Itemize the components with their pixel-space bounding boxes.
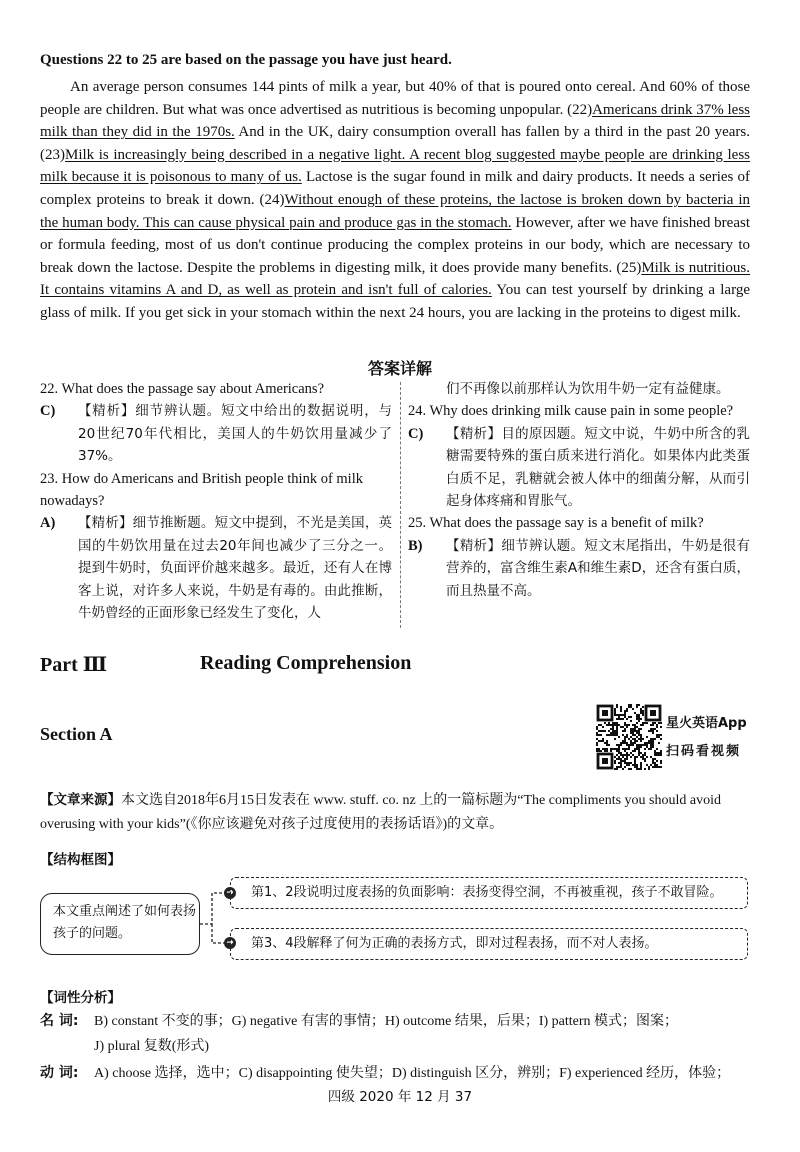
answer-25-label: B) [408,537,423,554]
noun-key: 名 词: [40,1013,79,1029]
answer-25-text: 【精析】细节辨认题。短文末尾指出，牛奶是很有营养的，富含维生素A和维生素D，还含有蛋白质，而且热量不高。 [446,537,750,599]
source-label: 【文章来源】 [40,792,121,808]
verb-line: A) choose 选择，选中；C) disappointing 使失望；D) distinguish 区分，辨别；F) experienced 经历，体验； [94,1066,731,1081]
answers-left-column [40,378,392,624]
answer-22-text: 【精析】细节辨认题。短文中给出的数据说明，与20世纪70年代相比，美国人的牛奶饮用量减少了37%。 [78,403,392,465]
structure-label: 【结构框图】 [40,852,121,868]
part-title: Reading Comprehension [200,652,412,674]
section-heading: Section A [40,724,113,744]
verb-key: 动 词: [40,1065,79,1081]
passage-text: And in the UK, dairy consumption overall has fallen by a third in the past 20 years. (23) [40,124,750,163]
noun-line-1: B) constant 不变的事；G) negative 有害的事情；H) outcome 结果，后果；I) pattern 模式；图案； [94,1014,679,1029]
question-23: 23. How do Americans and British people think of milk nowadays? [40,470,363,510]
arrow-icon: ➜ [224,937,236,949]
qr-code-icon[interactable] [596,704,662,770]
source-text: 本文选自2018年6月15日发表在 www. stuff. co. nz 上的一篇标题为“The compliments you should avoid overusing with your kids”(《你应该避免对孩子过度使用的表扬话语》)的文章。 [40,793,722,832]
structure-branch-1: 第1、2段说明过度表扬的负面影响：表扬变得空洞，不再被重视，孩子不敢冒险。 [230,877,748,909]
answer-key-sentence: Americans drink 37% less milk than they did in the 1970s. [40,101,750,141]
app-tagline: 扫码看视频 [666,744,742,759]
arrow-icon: ➜ [224,887,236,899]
part-label: Part Ⅲ [40,654,108,676]
answer-23-text: 【精析】细节推断题。短文中提到，不光是美国，英国的牛奶饮用量在过去20年间也减少了三分之一。提到牛奶时，负面评价越来越多。最近，还有人在博客上说，对许多人来说，牛奶是有毒的。由此推断，牛奶曾经的正面形象已经发生了变化，人 [78,515,392,622]
passage-text: You can test yourself by drinking a large glass of milk. If you get sick in your stomach within the next 24 hours, you are lacking in the proteins to digest milk. [40,282,750,321]
answer-key-sentence: Without enough of these proteins, the lactose is broken down by bacteria in the human body. This can cause physical pain and produce gas in the stomach. [40,191,750,231]
app-name: 星火英语App [666,716,747,731]
answer-22 [40,400,392,467]
listening-heading: Questions 22 to 25 are based on the passage you have just heard. [40,52,452,68]
passage-text: Lactose is the sugar found in milk and dairy products. It needs a series of complex proteins to break it down. (24) [40,169,750,208]
answer-23-continued: 们不再像以前那样认为饮用牛奶一定有益健康。 [446,381,730,397]
answer-22-label: C) [40,403,56,420]
answer-24-label: C) [408,425,424,442]
answer-25 [408,535,750,602]
answer-23 [40,512,392,624]
listening-passage [40,76,750,325]
noun-line-2: J) plural 复数(形式) [94,1039,210,1054]
answers-title: 答案详解 [367,359,432,378]
pos-label: 【词性分析】 [40,990,121,1006]
pos-verbs [40,1060,752,1087]
page-footer: 四级 2020 年 12 月 37 [327,1089,473,1105]
question-25: 25. What does the passage say is a benefit of milk? [408,515,704,532]
pos-nouns [40,1008,752,1035]
answers-right-column [408,378,750,602]
structure-main-box: 本文重点阐述了如何表扬孩子的问题。 [40,893,200,955]
answer-key-sentence: Milk is nutritious. It contains vitamins A and D, as well as protein and isn't full of calories. [40,259,750,299]
passage-text: However, after we have finished breast or formula feeding, most of us don't continue producing the complex proteins in our body, which are necessary to break down the lactose. Despite the problems in digesting milk, it does provide many benefits. (25) [40,214,750,276]
article-source [40,789,752,836]
structure-branch-2: 第3、4段解释了何为正确的表扬方式，即对过程表扬，而不对人表扬。 [230,928,748,960]
question-24: 24. Why does drinking milk cause pain in some people? [408,403,734,420]
passage-paragraph [40,76,750,325]
answer-23-label: A) [40,515,56,532]
passage-text: An average person consumes 144 pints of milk a year, but 40% of that is poured onto cereal. And 60% of those people are children. But what was once advertised as nutritious is becoming unpopular. (22) [40,79,750,118]
column-divider [400,382,401,628]
question-22: 22. What does the passage say about Americans? [40,381,325,397]
answer-24 [408,423,750,513]
answer-24-text: 【精析】目的原因题。短文中说，牛奶中所含的乳糖需要特殊的蛋白质来进行消化。如果体内此类蛋白质不足，乳糖就会被人体中的细菌分解，从而引起身体疼痛和胃胀气。 [446,425,750,510]
answer-key-sentence: Milk is increasingly being described in a negative light. A recent blog suggested maybe people are drinking less milk because it is poisonous to many of us. [40,146,750,186]
